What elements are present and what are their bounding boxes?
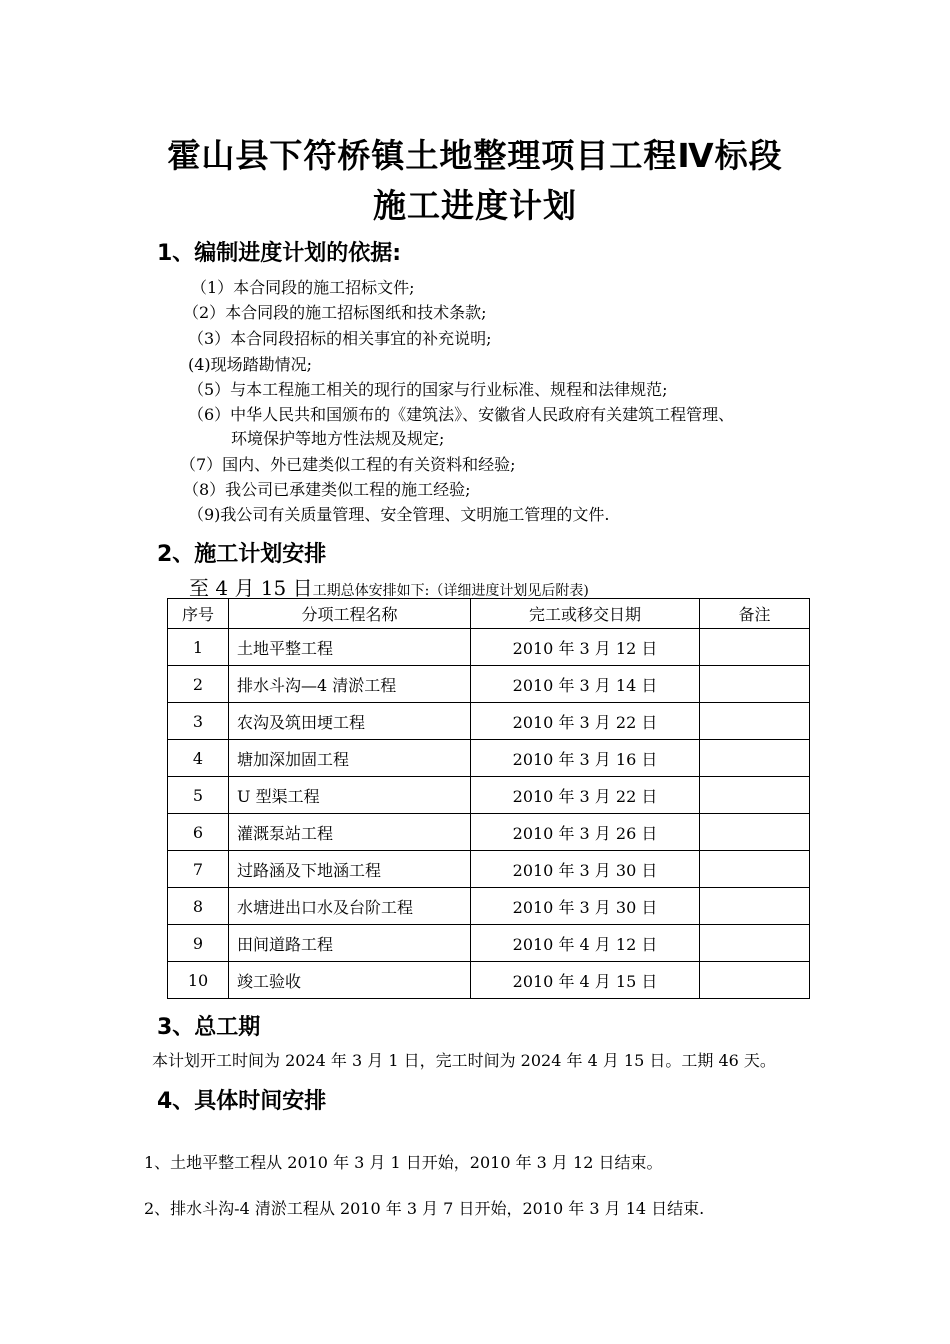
- document-subtitle: 施工进度计划: [373, 186, 577, 225]
- cell-date: 2010 年 3 月 30 日: [471, 888, 700, 925]
- time-arrangement-item: 2、排水斗沟-4 清淤工程从 2010 年 3 月 7 日开始，2010 年 3 月 14 日结束.: [144, 1199, 705, 1218]
- section1-heading: 1、编制进度计划的依据:: [157, 241, 402, 266]
- basis-item-continued: 环境保护等地方性法规及规定;: [231, 429, 445, 448]
- cell-seq: 9: [168, 925, 229, 962]
- cell-date: 2010 年 3 月 26 日: [471, 814, 700, 851]
- cell-remarks: [700, 962, 810, 999]
- schedule-note: [189, 572, 589, 601]
- table-row: [168, 814, 810, 851]
- cell-remarks: [700, 629, 810, 666]
- header-item-name: 分项工程名称: [229, 599, 471, 629]
- header-remarks: 备注: [700, 599, 810, 629]
- cell-remarks: [700, 703, 810, 740]
- table-row: [168, 740, 810, 777]
- table-row: [168, 629, 810, 666]
- cell-date: 2010 年 3 月 16 日: [471, 740, 700, 777]
- cell-remarks: [700, 740, 810, 777]
- total-duration-text: 本计划开工时间为 2024 年 3 月 1 日，完工时间为 2024 年 4 月 15 日。工期 46 天。: [152, 1051, 776, 1070]
- schedule-note-text: 工期总体安排如下:（详细进度计划见后附表): [312, 583, 589, 599]
- cell-remarks: [700, 814, 810, 851]
- cell-seq: 6: [168, 814, 229, 851]
- cell-seq: 10: [168, 962, 229, 999]
- basis-item: （3）本合同段招标的相关事宜的补充说明;: [188, 329, 492, 348]
- schedule-table: [167, 598, 810, 999]
- cell-item-name: 过路涵及下地涵工程: [229, 851, 471, 888]
- cell-item-name: U 型渠工程: [229, 777, 471, 814]
- table-row: [168, 962, 810, 999]
- cell-seq: 3: [168, 703, 229, 740]
- cell-item-name: 田间道路工程: [229, 925, 471, 962]
- section3-heading: 3、总工期: [157, 1015, 261, 1040]
- table-row: [168, 851, 810, 888]
- basis-item: (4)现场踏勘情况;: [188, 355, 313, 374]
- cell-item-name: 排水斗沟—4 清淤工程: [229, 666, 471, 703]
- basis-item: （1）本合同段的施工招标文件;: [191, 278, 415, 297]
- cell-item-name: 水塘进出口水及台阶工程: [229, 888, 471, 925]
- table-row: [168, 777, 810, 814]
- cell-item-name: 灌溉泵站工程: [229, 814, 471, 851]
- basis-item: （5）与本工程施工相关的现行的国家与行业标准、规程和法律规范;: [188, 380, 668, 399]
- schedule-note-date: 至 4 月 15 日: [189, 576, 313, 600]
- table-row: [168, 888, 810, 925]
- cell-seq: 1: [168, 629, 229, 666]
- cell-item-name: 农沟及筑田埂工程: [229, 703, 471, 740]
- section2-heading: 2、施工计划安排: [157, 542, 327, 567]
- cell-seq: 4: [168, 740, 229, 777]
- cell-date: 2010 年 4 月 15 日: [471, 962, 700, 999]
- cell-item-name: 土地平整工程: [229, 629, 471, 666]
- cell-seq: 2: [168, 666, 229, 703]
- document-title: 霍山县下符桥镇土地整理项目工程Ⅳ标段: [167, 136, 783, 175]
- section4-heading: 4、具体时间安排: [157, 1089, 327, 1114]
- cell-date: 2010 年 3 月 14 日: [471, 666, 700, 703]
- basis-item: （6）中华人民共和国颁布的《建筑法》、安徽省人民政府有关建筑工程管理、: [188, 405, 735, 424]
- basis-item: （2）本合同段的施工招标图纸和技术条款;: [183, 303, 487, 322]
- cell-date: 2010 年 3 月 12 日: [471, 629, 700, 666]
- cell-remarks: [700, 777, 810, 814]
- cell-seq: 8: [168, 888, 229, 925]
- header-seq: 序号: [168, 599, 229, 629]
- table-row: [168, 925, 810, 962]
- cell-date: 2010 年 4 月 12 日: [471, 925, 700, 962]
- time-arrangement-item: 1、土地平整工程从 2010 年 3 月 1 日开始，2010 年 3 月 12 日结束。: [144, 1153, 663, 1172]
- header-completion-date: 完工或移交日期: [471, 599, 700, 629]
- cell-remarks: [700, 851, 810, 888]
- cell-item-name: 竣工验收: [229, 962, 471, 999]
- basis-item: （9)我公司有关质量管理、安全管理、文明施工管理的文件.: [188, 505, 610, 524]
- table-row: [168, 703, 810, 740]
- cell-remarks: [700, 666, 810, 703]
- basis-item: （7）国内、外已建类似工程的有关资料和经验;: [180, 455, 516, 474]
- cell-seq: 7: [168, 851, 229, 888]
- cell-remarks: [700, 888, 810, 925]
- table-header-row: [168, 599, 810, 629]
- table-row: [168, 666, 810, 703]
- basis-item: （8）我公司已承建类似工程的施工经验;: [183, 480, 471, 499]
- cell-item-name: 塘加深加固工程: [229, 740, 471, 777]
- cell-date: 2010 年 3 月 30 日: [471, 851, 700, 888]
- cell-remarks: [700, 925, 810, 962]
- cell-seq: 5: [168, 777, 229, 814]
- cell-date: 2010 年 3 月 22 日: [471, 703, 700, 740]
- cell-date: 2010 年 3 月 22 日: [471, 777, 700, 814]
